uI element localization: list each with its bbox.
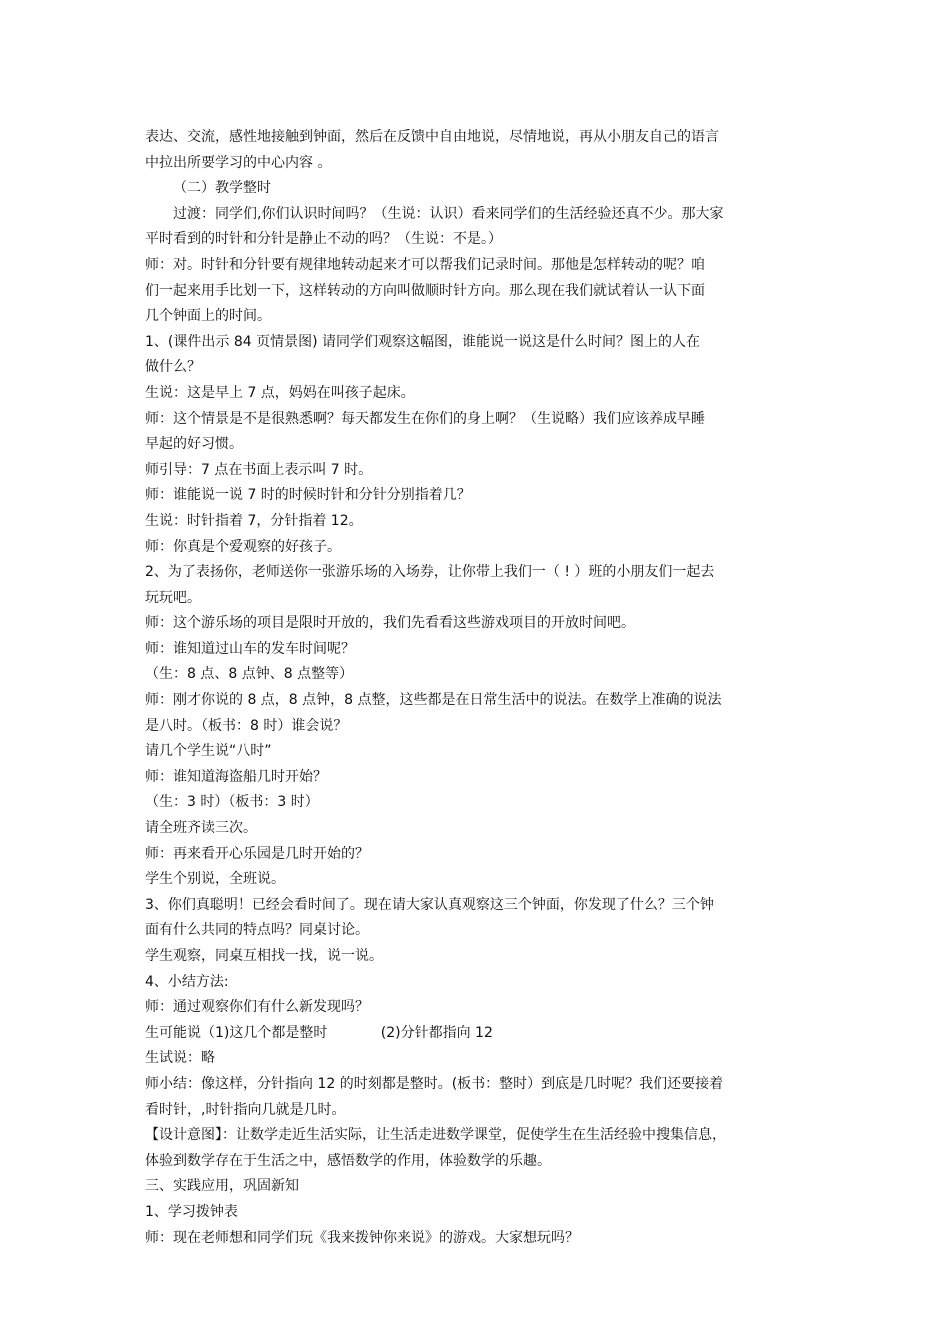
section-heading: 三、实践应用，巩固新知 [145,1178,299,1195]
text-line: （生：3 时）（板书：3 时） [145,794,319,811]
text-line: （生：8 点、8 点钟、8 点整等） [145,666,354,683]
document-page [145,125,810,1251]
text-line: 平时看到的时针和分针是静止不动的吗？（生说：不是。） [145,231,502,248]
text-line: 看时针，,时针指向几就是几时。 [145,1101,346,1118]
text-line: 师：再来看开心乐园是几时开始的？ [145,845,369,862]
text-line: 师：现在老师想和同学们玩《我来拨钟你来说》的游戏。大家想玩吗？ [145,1229,579,1246]
text-line: 师小结：像这样，分针指向 12 的时刻都是整时。(板书：整时）到底是几时呢？我们还要接着 [145,1075,724,1092]
text-line: 师：这个游乐场的项目是限时开放的，我们先看看这些游戏项目的开放时间吧。 [145,615,635,632]
text-line: 早起的好习惯。 [145,436,243,453]
text-line: 学生观察，同桌互相找一找，说一说。 [145,948,383,964]
text-line: 几个钟面上的时间。 [145,308,271,325]
text-line: 们一起来用手比划一下，这样转动的方向叫做顺时针方向。那么现在我们就试着认一认下面 [145,282,705,299]
text-line: 生说：这是早上 7 点，妈妈在叫孩子起床。 [145,384,415,401]
text-line: 1、学习拨钟表 [145,1203,238,1220]
text-line: 中拉出所要学习的中心内容 。 [145,154,332,171]
text-line: 师：谁知道海盗船几时开始？ [145,768,327,785]
text-line: 过渡：同学们,你们认识时间吗？（生说：认识）看来同学们的生活经验还真不少。那大家 [173,205,724,222]
text-line: 师：你真是个爱观察的好孩子。 [145,538,341,555]
text-line: 是八时。（板书：8 时）谁会说？ [145,717,348,734]
text-line: 学生个别说，全班说。 [145,871,285,888]
text-line: 4、小结方法: [145,973,229,990]
text-line: 师：刚才你说的 8 点，8 点钟，8 点整，这些都是在日常生活中的说法。在数学上准确的说法 [145,692,722,709]
text-line: 玩玩吧。 [145,589,201,606]
text-line: 2、为了表扬你，老师送你一张游乐场的入场券，让你带上我们一（ ! ）班的小朋友们一起去 [145,564,715,581]
text-line: 请几个学生说“八时” [145,743,272,760]
text-line: 师：通过观察你们有什么新发现吗？ [145,999,369,1016]
text-line: 师引导：7 点在书面上表示叫 7 时。 [145,461,373,478]
text-line: 体验到数学存在于生活之中，感悟数学的作用，体验数学的乐趣。 [145,1152,551,1169]
text-line: 师：谁能说一说 7 时的时候时针和分针分别指着几？ [145,487,471,504]
text-line: 师：这个情景是不是很熟悉啊？每天都发生在你们的身上啊？（生说略）我们应该养成早睡 [145,410,705,427]
text-line: 做什么？ [145,359,201,376]
text-line: 师：谁知道过山车的发车时间呢？ [145,640,355,657]
text-line: 生试说：略 [145,1050,215,1067]
text-line: 生说：时针指着 7，分针指着 12。 [145,512,363,529]
text-line: 生可能说（1)这几个都是整时 (2)分针都指向 12 [145,1024,493,1041]
text-line: 师：对。时针和分针要有规律地转动起来才可以帮我们记录时间。那他是怎样转动的呢？咱 [145,256,705,273]
text-line: 请全班齐读三次。 [145,820,257,837]
text-line: 【设计意图】：让数学走近生活实际，让生活走进数学课堂，促使学生在生活经验中搜集信息， [145,1127,726,1144]
text-line: 1、(课件出示 84 页情景图) 请同学们观察这幅图，谁能说一说这是什么时间？图上的人在 [145,333,700,350]
section-heading: （二）教学整时 [173,180,271,197]
text-line: 面有什么共同的特点吗？同桌讨论。 [145,922,369,939]
text-line: 3、你们真聪明！已经会看时间了。现在请大家认真观察这三个钟面，你发现了什么？三个钟 [145,896,714,913]
text-line: 表达、交流，感性地接触到钟面，然后在反馈中自由地说，尽情地说，再从小朋友自己的语言 [145,129,719,145]
